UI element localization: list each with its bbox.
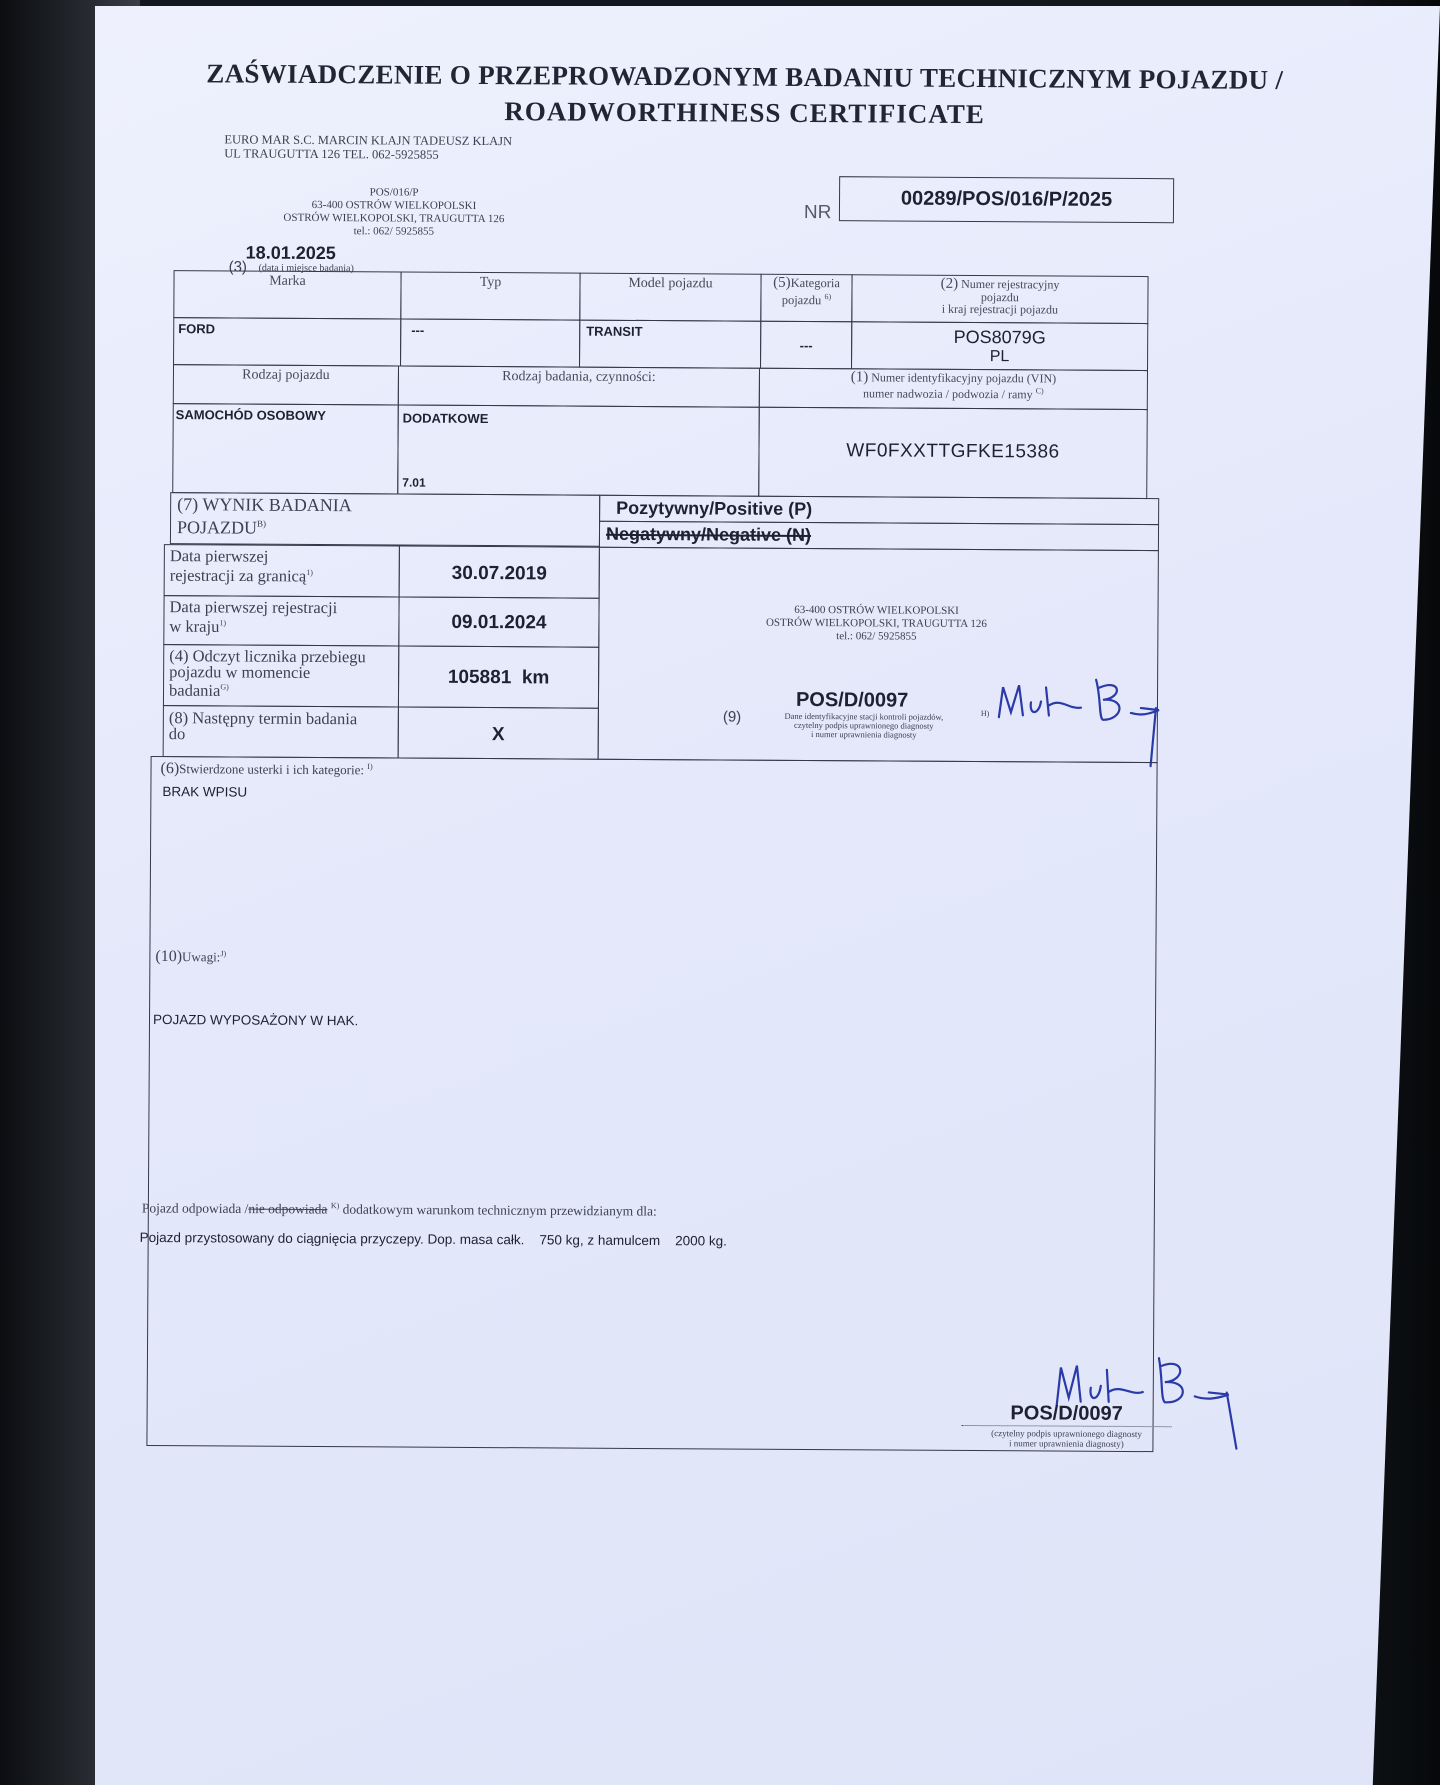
remarks-number: (10): [155, 948, 183, 966]
company-info: [224, 132, 604, 162]
odometer-number: (4): [169, 646, 189, 666]
first-reg-abroad-label: [165, 545, 399, 588]
conditions-suffix: dodatkowym warunkom technicznym przewidzianym dla:: [342, 1201, 657, 1219]
station-city: 63-400 OSTRÓW WIELKOPOLSKI: [311, 198, 477, 212]
odometer-label-2: pojazdu w momencie: [169, 661, 311, 682]
kategoria-value: ---: [799, 337, 813, 354]
company-line-2: UL TRAUGUTTA 126 TEL. 062-5925855: [224, 146, 439, 162]
next-test-label-2: do: [168, 724, 186, 744]
conditions-sup: K): [330, 1201, 340, 1211]
stamp-diag-code: POS/D/0097: [795, 688, 909, 712]
station-street: OSTRÓW WIELKOPOLSKI, TRAUGUTTA 126: [283, 211, 505, 226]
vin-value: WF0FXXTTGFKE15386: [846, 440, 1060, 463]
result-label: [171, 493, 599, 542]
model-value: TRANSIT: [586, 323, 643, 339]
stamp-caption-number: (9): [722, 708, 742, 726]
defects-remarks-block: [146, 756, 1157, 1452]
marka-label: Marka: [173, 270, 401, 319]
kategoria-number: (5): [773, 274, 791, 291]
diagnostician-signature: [991, 657, 1192, 768]
result-label-number: (7): [177, 494, 199, 515]
vin-sup: C): [1035, 385, 1044, 395]
rodzaj-badania-cell: [397, 404, 760, 496]
first-reg-country-label-1: Data pierwszej rejestracji: [169, 597, 338, 618]
defects-sup: I): [367, 761, 373, 772]
rodzaj-badania-value: DODATKOWE: [402, 410, 489, 427]
first-reg-abroad-label-1: Data pierwszej: [169, 546, 269, 566]
marka-cell: [173, 317, 401, 366]
rodzaj-pojazdu-value: SAMOCHÓD OSOBOWY: [175, 407, 326, 424]
result-label-cell: [170, 492, 600, 547]
stamp-street: OSTRÓW WIELKOPOLSKI, TRAUGUTTA 126: [765, 616, 987, 631]
registration-number-marker: (2): [940, 275, 959, 292]
title-line-1: ZAŚWIADCZENIE O PRZEPROWADZONYM BADANIU TECHNICZNYM POJAZDU /: [206, 58, 1284, 95]
rodzaj-pojazdu-cell: [172, 403, 399, 494]
first-reg-abroad-label-2: rejestracji za granicą: [169, 565, 307, 586]
typ-cell: [400, 319, 580, 368]
odometer-sup: G): [220, 682, 229, 692]
odometer-value-cell: [398, 645, 599, 708]
first-reg-abroad-value-cell: [399, 545, 600, 598]
registration-label: [851, 274, 1148, 324]
odometer-label: [164, 645, 398, 702]
footer-caption-2: i numer uprawnienia diagnosty): [1009, 1438, 1124, 1449]
kategoria-label-2: pojazdu: [781, 292, 822, 308]
next-test-value-cell: [398, 706, 599, 759]
result-label-1: WYNIK BADANIA: [202, 494, 352, 516]
odometer-label-cell: [163, 644, 399, 707]
registration-label-1: Numer rejestracyjny: [961, 276, 1060, 292]
date-field-number: (3): [228, 258, 248, 276]
rodzaj-badania-label: Rodzaj badania, czynności:: [398, 365, 760, 407]
test-date: 18.01.2025: [245, 242, 336, 264]
stamp-city: 63-400 OSTRÓW WIELKOPOLSKI: [794, 603, 959, 617]
stamp-caption-3: i numer uprawnienia diagnosty: [810, 729, 917, 740]
result-negative: Negatywny/Negative (N): [605, 523, 812, 546]
result-label-sup: B): [257, 518, 267, 529]
defects-number: (6): [160, 760, 180, 778]
kategoria-label: [760, 274, 852, 323]
registration-country: PL: [989, 348, 1010, 366]
first-reg-country-sup: 1): [219, 618, 227, 628]
first-reg-country-value: 09.01.2024: [451, 611, 547, 634]
registration-value: POS8079G: [953, 326, 1046, 348]
vin-number-marker: (1): [850, 369, 869, 386]
model-label: Model pojazdu: [579, 273, 761, 322]
stamp-caption-1: Dane identyfikacyjne stacji kontroli pojazdów,: [784, 710, 944, 722]
odometer-value: 105881 km: [447, 666, 550, 689]
station-code: POS/016/P: [369, 186, 419, 199]
model-cell: [579, 320, 761, 369]
typ-value: ---: [411, 322, 425, 338]
registration-label-3: i kraj rejestracji pojazdu: [941, 301, 1059, 317]
next-test-label-1: Następny termin badania: [192, 708, 358, 729]
kategoria-cell: [760, 321, 852, 370]
remarks-label: [155, 948, 226, 966]
title-line-2: ROADWORTHINESS CERTIFICATE: [504, 96, 985, 130]
nr-label: NR: [803, 201, 832, 224]
conditions-statement: [142, 1200, 657, 1220]
first-reg-country-value-cell: [398, 596, 599, 647]
rodzaj-pojazdu-label: Rodzaj pojazdu: [173, 364, 399, 405]
station-info: [214, 185, 574, 239]
defects-label: [160, 760, 372, 779]
next-test-number: (8): [168, 708, 189, 728]
vin-label: [759, 368, 1148, 410]
next-test-label-cell: [163, 705, 399, 758]
remarks-label-text: Uwagi:: [182, 949, 221, 965]
station-stamp: [711, 603, 1041, 644]
first-reg-country-label-cell: [163, 595, 399, 646]
stamp-caption: [749, 712, 979, 740]
vin-label-2: numer nadwozia / podwozia / ramy: [863, 385, 1033, 401]
certificate-number: 00289/POS/016/P/2025: [839, 176, 1174, 223]
conditions-value: Pojazd przystosowany do ciągnięcia przyczepy. Dop. masa całk. 750 kg, z hamulcem 2000 kg.: [139, 1229, 728, 1249]
remarks-value: POJAZD WYPOSAŻONY W HAK.: [152, 1012, 359, 1029]
first-reg-abroad-label-cell: [164, 544, 400, 597]
marka-value: FORD: [178, 321, 216, 337]
conditions-struck: nie odpowiada: [248, 1201, 328, 1217]
footer-caption: [961, 1428, 1171, 1449]
date-caption: (data i miejsce badania): [258, 262, 354, 275]
registration-cell: [851, 321, 1148, 371]
first-reg-abroad-sup: 1): [306, 567, 313, 577]
rodzaj-badania-code: 7.01: [402, 475, 426, 490]
kategoria-label-1: Kategoria: [790, 275, 840, 291]
defects-value: BRAK WPISU: [162, 784, 248, 800]
result-label-2: POJAZDU: [176, 517, 258, 538]
first-reg-country-label: [164, 596, 398, 639]
typ-label: Typ: [400, 272, 580, 321]
defects-label-text: Stwierdzone usterki i ich kategorie:: [179, 761, 365, 778]
first-reg-country-label-2: w kraju: [169, 616, 220, 636]
vin-cell: [758, 407, 1148, 499]
vin-label-1: Numer identyfikacyjny pojazdu (VIN): [871, 370, 1057, 386]
kategoria-sup: 6): [824, 292, 832, 302]
conditions-prefix: Pojazd odpowiada /: [141, 1200, 249, 1217]
stamp-caption-2: czytelny podpis uprawnionego diagnosty: [794, 719, 934, 731]
stamp-tel: tel.: 062/ 5925855: [836, 630, 917, 643]
result-positive: Pozytywny/Positive (P): [616, 497, 813, 520]
stamp-caption-sup: H): [980, 709, 990, 719]
odometer-label-1: Odczyt licznika przebiegu: [192, 646, 366, 667]
remarks-sup: J): [220, 949, 227, 959]
first-reg-abroad-value: 30.07.2019: [451, 562, 547, 585]
next-test-label: [164, 706, 398, 747]
footer-diag-code: POS/D/0097: [1010, 1402, 1123, 1425]
odometer-label-3: badania: [168, 680, 221, 700]
footer-caption-1: (czytelny podpis uprawnionego diagnosty: [991, 1428, 1142, 1440]
registration-label-2: pojazdu: [980, 289, 1019, 304]
company-line-1: EURO MAR S.C. MARCIN KLAJN TADEUSZ KLAJN: [224, 132, 513, 149]
next-test-value: X: [491, 724, 505, 746]
certificate-document: [139, 40, 1335, 1647]
station-tel: tel.: 062/ 5925855: [353, 225, 435, 238]
